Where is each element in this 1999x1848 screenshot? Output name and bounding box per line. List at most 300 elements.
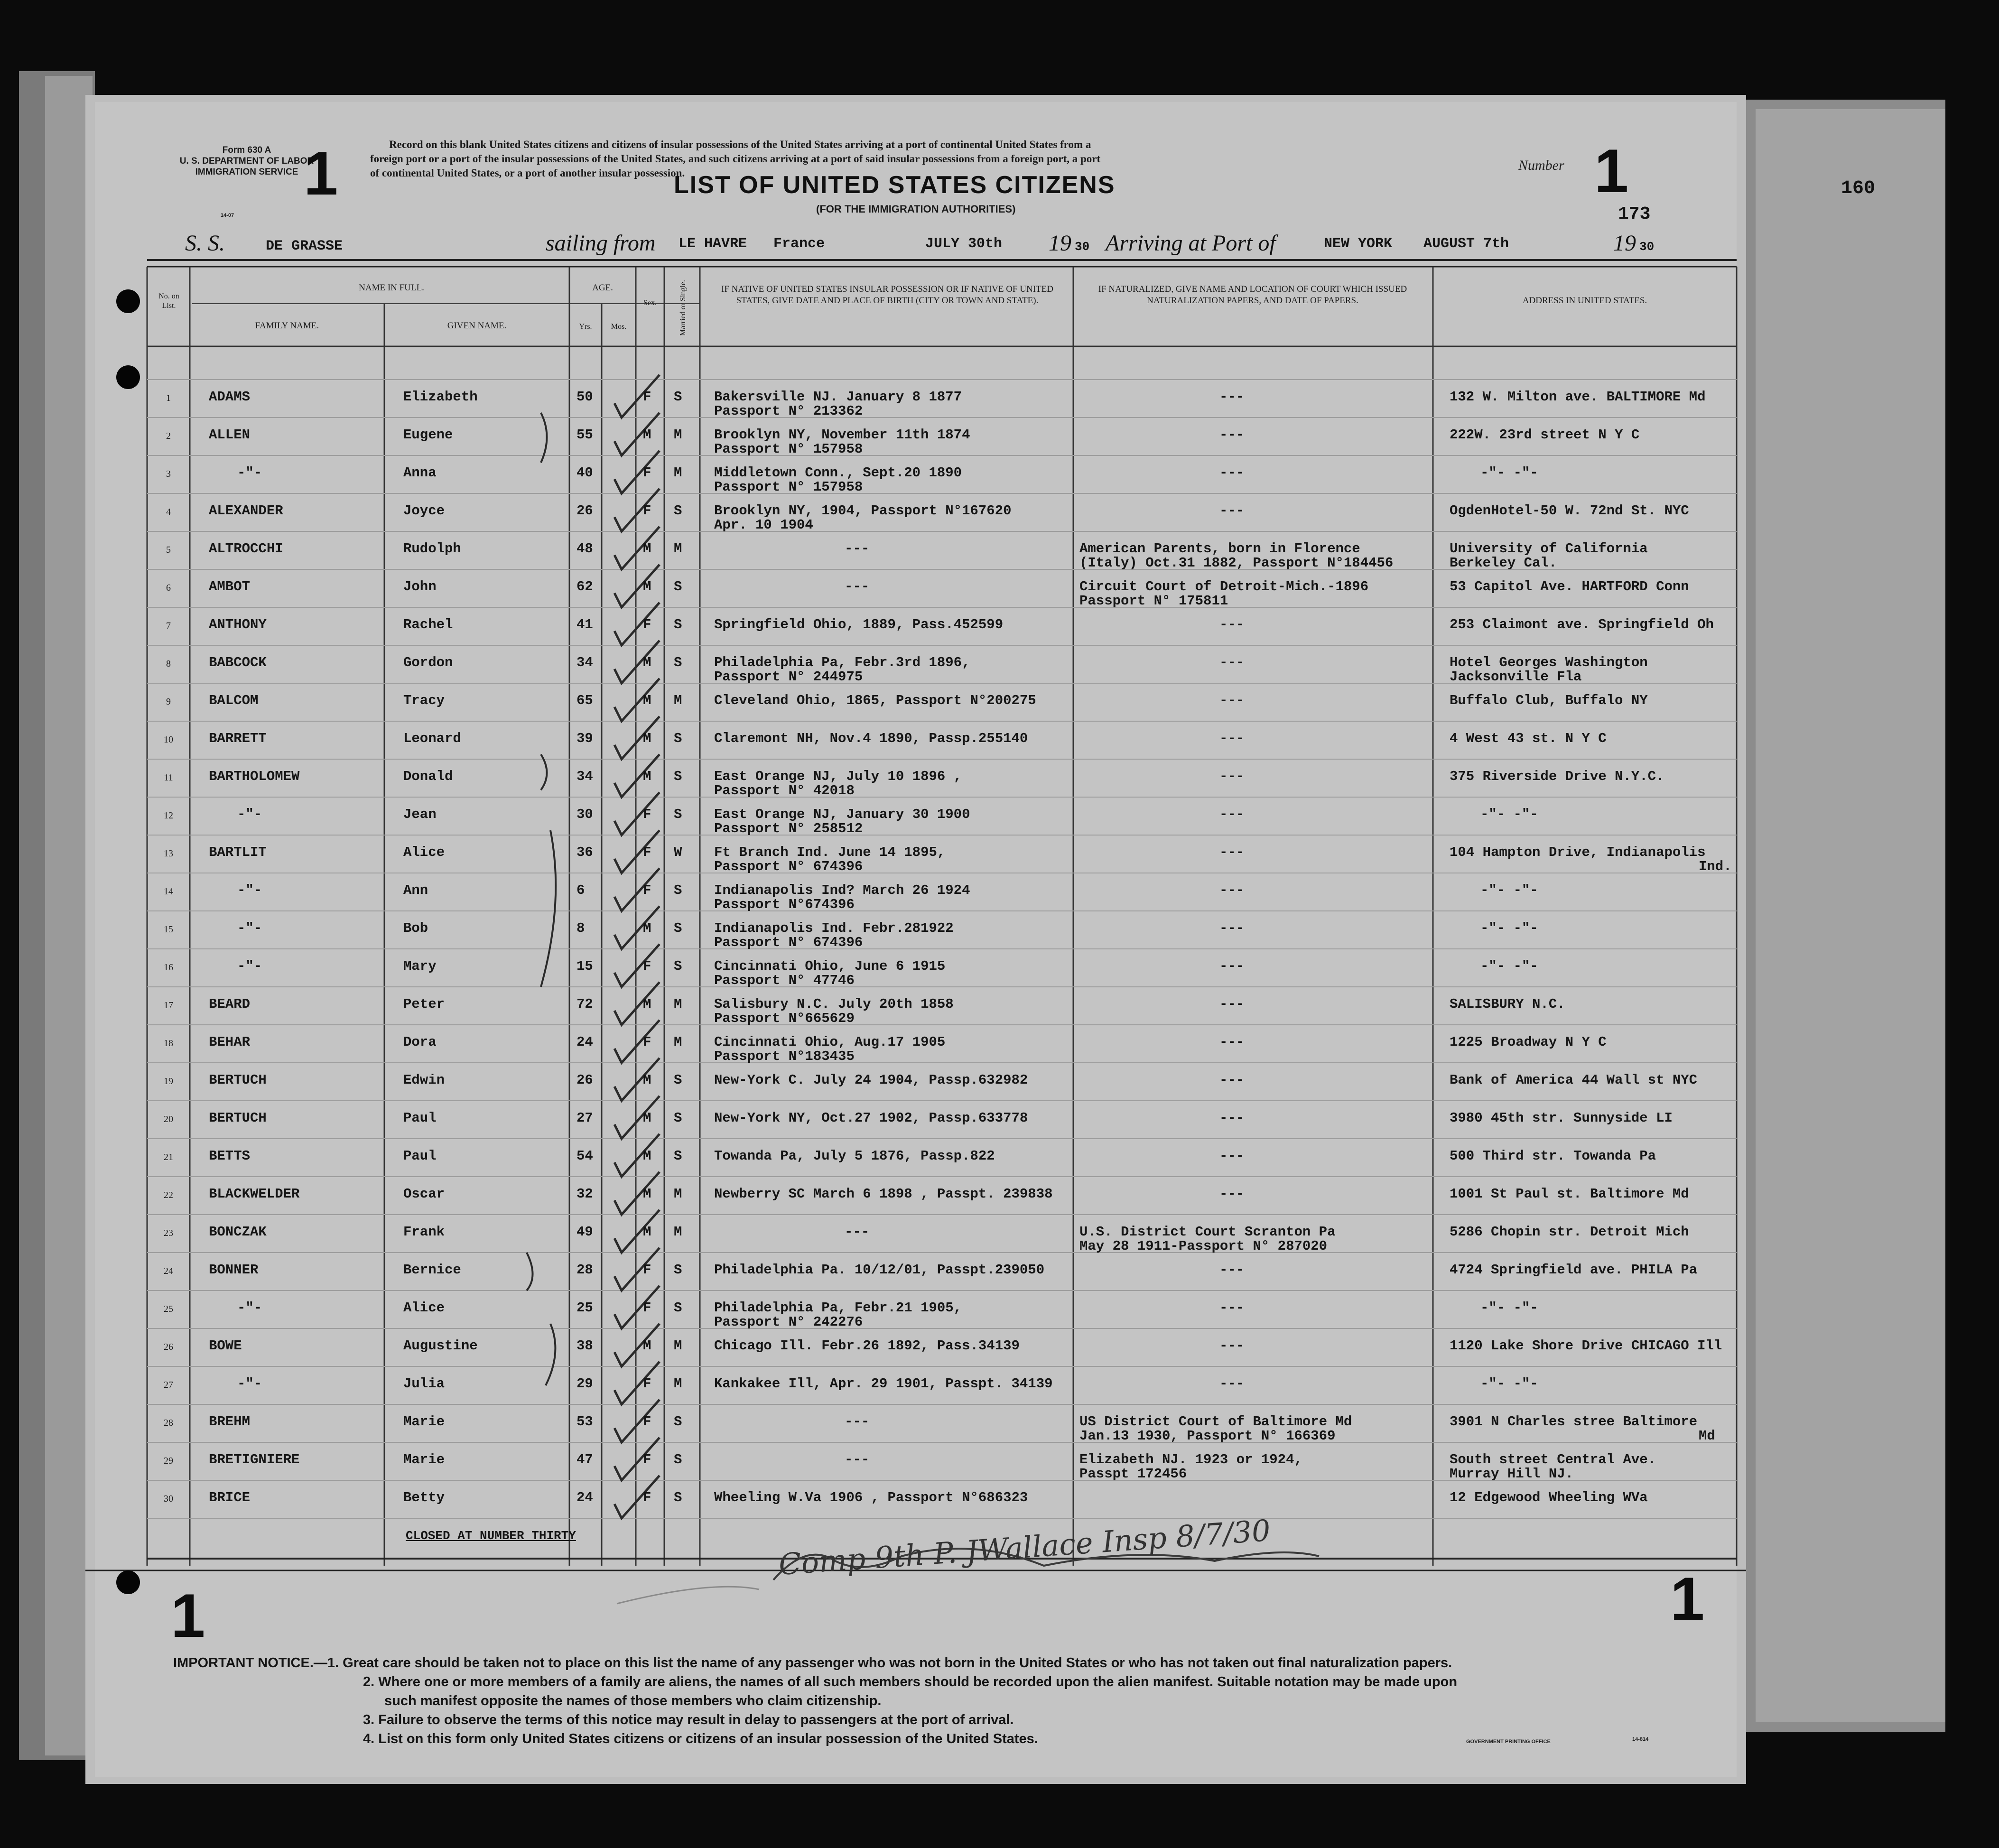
age-years: 54: [576, 1148, 593, 1164]
age-years: 29: [576, 1376, 593, 1392]
birth-info: East Orange NJ, July 10 1896 ,: [714, 769, 962, 784]
gpo-imprint: GOVERNMENT PRINTING OFFICE: [1466, 1739, 1551, 1745]
naturalization-info-line-2: (Italy) Oct.31 1882, Passport N°184456: [1079, 555, 1394, 571]
table-row: [0, 996, 1999, 1034]
birth-info: Philadelphia Pa, Febr.21 1905,: [714, 1300, 962, 1316]
naturalization-info: ---: [1219, 845, 1245, 860]
family-name: -"-: [237, 1376, 262, 1392]
birth-info-line-2: Passport N° 674396: [714, 859, 863, 874]
marital-status: S: [674, 1490, 682, 1505]
naturalization-info: ---: [1219, 1034, 1245, 1050]
birth-info: ---: [845, 579, 870, 594]
row-number: 21: [164, 1152, 173, 1162]
given-name: Dora: [403, 1034, 437, 1050]
family-name: ALTROCCHI: [209, 541, 283, 557]
given-name: Alice: [403, 845, 445, 860]
family-name: BOWE: [209, 1338, 242, 1354]
age-years: 40: [576, 465, 593, 481]
naturalization-info: Circuit Court of Detroit-Mich.-1896: [1079, 579, 1369, 594]
sheet-number-bottom-left: 1: [171, 1581, 205, 1650]
age-years: 36: [576, 845, 593, 860]
given-name: John: [403, 579, 437, 594]
naturalization-info: ---: [1219, 1262, 1245, 1278]
notice-item-3: 3. Failure to observe the terms of this notice may result in delay to passengers at the port of arrival.: [363, 1712, 1014, 1727]
page-title: LIST OF UNITED STATES CITIZENS: [674, 171, 1116, 199]
inspector-signature: Comp 9th P. JWallace Insp 8/7/30: [777, 1513, 1272, 1582]
marital-status: S: [674, 807, 682, 822]
age-years: 27: [576, 1110, 593, 1126]
family-name: BARTHOLOMEW: [209, 769, 300, 784]
age-years: 34: [576, 655, 593, 670]
birth-info-line-2: Passport N° 157958: [714, 441, 863, 457]
us-address: South street Central Ave.: [1450, 1452, 1656, 1467]
birth-info-line-2: Apr. 10 1904: [714, 517, 813, 533]
row-number: 11: [164, 772, 173, 783]
closed-note: CLOSED AT NUMBER THIRTY: [406, 1529, 576, 1543]
table-row: [0, 845, 1999, 882]
row-number: 24: [164, 1266, 173, 1276]
us-address-line-2: Berkeley Cal.: [1450, 555, 1557, 571]
us-address-line-2: Ind.: [1699, 859, 1732, 874]
marital-status: S: [674, 579, 682, 594]
age-years: 6: [576, 882, 585, 898]
family-name: ANTHONY: [209, 617, 267, 632]
marital-status: S: [674, 769, 682, 784]
us-address: -"- -"-: [1480, 920, 1538, 936]
us-address: 5286 Chopin str. Detroit Mich: [1450, 1224, 1689, 1240]
row-number: 6: [166, 583, 171, 593]
family-name: -"-: [237, 1300, 262, 1316]
age-years: 55: [576, 427, 593, 443]
row-number: 26: [164, 1342, 173, 1352]
birth-info: Cincinnati Ohio, June 6 1915: [714, 958, 946, 974]
marital-status: S: [674, 1262, 682, 1278]
birth-info: Middletown Conn., Sept.20 1890: [714, 465, 962, 481]
sex: F: [643, 503, 651, 519]
instructions-line-3: of continental United States, or a port of another insular possession.: [370, 167, 685, 179]
birth-info-line-2: Passport N° 242276: [714, 1314, 863, 1330]
table-row: [0, 1034, 1999, 1072]
row-number: 22: [164, 1190, 173, 1200]
given-name: Ann: [403, 882, 428, 898]
marital-status: M: [674, 427, 682, 443]
birth-info: Indianapolis Ind. Febr.281922: [714, 920, 954, 936]
naturalization-info: ---: [1219, 958, 1245, 974]
birth-info: Cincinnati Ohio, Aug.17 1905: [714, 1034, 946, 1050]
age-years: 62: [576, 579, 593, 594]
notice-item-4: 4. List on this form only United States citizens or citizens of an insular possession of the United States.: [363, 1731, 1038, 1746]
table-row: [0, 541, 1999, 579]
birth-info-line-2: Passport N° 157958: [714, 479, 863, 495]
family-name: -"-: [237, 465, 262, 481]
table-row: [0, 1376, 1999, 1414]
table-row: [0, 1300, 1999, 1338]
form-code: 14-07: [221, 213, 234, 218]
age-years: 15: [576, 958, 593, 974]
table-row: [0, 1148, 1999, 1186]
us-address: -"- -"-: [1480, 882, 1538, 898]
age-years: 48: [576, 541, 593, 557]
col-header-no: No. on List.: [158, 292, 179, 310]
us-address: 253 Claimont ave. Springfield Oh: [1450, 617, 1714, 632]
number-label: Number: [1518, 158, 1564, 173]
marital-status: M: [674, 465, 682, 481]
us-address: 1120 Lake Shore Drive CHICAGO Ill: [1450, 1338, 1722, 1354]
instructions-line-1: Record on this blank United States citizens and citizens of insular possessions of the United States arriving at a port of continental United States from a: [389, 139, 1091, 150]
us-address: SALISBURY N.C.: [1450, 996, 1565, 1012]
table-row: [0, 655, 1999, 693]
given-name: Gordon: [403, 655, 453, 670]
birth-info: Towanda Pa, July 5 1876, Passp.822: [714, 1148, 995, 1164]
age-years: 26: [576, 503, 593, 519]
row-number: 14: [164, 886, 173, 897]
table-row: [0, 1110, 1999, 1148]
table-row: [0, 617, 1999, 655]
marital-status: S: [674, 1452, 682, 1467]
marital-status: S: [674, 731, 682, 746]
naturalization-info: ---: [1219, 882, 1245, 898]
naturalization-info: American Parents, born in Florence: [1079, 541, 1360, 557]
given-name: Bob: [403, 920, 428, 936]
notice-heading: IMPORTANT NOTICE.: [173, 1655, 314, 1671]
family-name: BARTLIT: [209, 845, 267, 860]
birth-info-line-2: Passport N°665629: [714, 1011, 855, 1026]
arrival-date: AUGUST 7th: [1423, 236, 1509, 252]
sex: M: [643, 427, 651, 443]
family-name: BREHM: [209, 1414, 251, 1430]
sailing-label: sailing from: [546, 231, 656, 256]
col-header-sex: Sex.: [643, 299, 657, 307]
birth-info-line-2: Passport N°183435: [714, 1049, 855, 1064]
us-address: -"- -"-: [1480, 1300, 1538, 1316]
us-address: 3901 N Charles stree Baltimore: [1450, 1414, 1698, 1430]
row-number: 19: [164, 1076, 173, 1087]
sex: F: [643, 1034, 651, 1050]
birth-info-line-2: Passport N° 674396: [714, 935, 863, 950]
naturalization-info: ---: [1219, 465, 1245, 481]
given-name: Jean: [403, 807, 437, 822]
sex: M: [643, 1186, 651, 1202]
us-address-line-2: Murray Hill NJ.: [1450, 1466, 1574, 1482]
birth-info: ---: [845, 1452, 870, 1467]
us-address: 12 Edgewood Wheeling WVa: [1450, 1490, 1648, 1505]
sex: F: [643, 1414, 651, 1430]
family-name: BRETIGNIERE: [209, 1452, 300, 1467]
birth-info: New-York C. July 24 1904, Passp.632982: [714, 1072, 1028, 1088]
birth-info-line-2: Passport N° 42018: [714, 783, 855, 799]
family-name: BRICE: [209, 1490, 251, 1505]
department-name: U. S. DEPARTMENT OF LABOR: [179, 156, 314, 166]
age-years: 38: [576, 1338, 593, 1354]
given-name: Rachel: [403, 617, 453, 632]
sex: M: [643, 769, 651, 784]
row-number: 7: [166, 621, 171, 631]
row-number: 23: [164, 1228, 173, 1238]
given-name: Bernice: [403, 1262, 461, 1278]
family-name: BETTS: [209, 1148, 251, 1164]
marital-status: S: [674, 1148, 682, 1164]
given-name: Paul: [403, 1110, 437, 1126]
row-number: 10: [164, 734, 173, 745]
family-name: BERTUCH: [209, 1110, 267, 1126]
birth-info: New-York NY, Oct.27 1902, Passp.633778: [714, 1110, 1028, 1126]
notice-item-2-cont: such manifest opposite the names of those members who claim citizenship.: [384, 1693, 882, 1709]
age-years: 28: [576, 1262, 593, 1278]
birth-info: Philadelphia Pa. 10/12/01, Passpt.239050: [714, 1262, 1045, 1278]
age-years: 41: [576, 617, 593, 632]
family-name: BEHAR: [209, 1034, 251, 1050]
age-years: 47: [576, 1452, 593, 1467]
birth-info: Claremont NH, Nov.4 1890, Passp.255140: [714, 731, 1028, 746]
sex: F: [643, 845, 651, 860]
col-header-address: ADDRESS IN UNITED STATES.: [1522, 296, 1647, 306]
us-address-line-2: Jacksonville Fla: [1450, 669, 1582, 685]
naturalization-info: US District Court of Baltimore Md: [1079, 1414, 1352, 1430]
age-years: 8: [576, 920, 585, 936]
col-header-name-in-full: NAME IN FULL.: [359, 283, 424, 293]
birth-info: Cleveland Ohio, 1865, Passport N°200275: [714, 693, 1036, 708]
binder-hole: [116, 365, 140, 389]
sex: M: [643, 579, 651, 594]
age-years: 39: [576, 731, 593, 746]
given-name: Donald: [403, 769, 453, 784]
col-header-family-name: FAMILY NAME.: [255, 321, 319, 331]
given-name: Betty: [403, 1490, 445, 1505]
sex: F: [643, 465, 651, 481]
birth-info: Chicago Ill. Febr.26 1892, Pass.34139: [714, 1338, 1020, 1354]
age-years: 50: [576, 389, 593, 405]
birth-info: Indianapolis Ind? March 26 1924: [714, 882, 970, 898]
table-row: [0, 1262, 1999, 1300]
arrival-year: 30: [1639, 240, 1655, 254]
marital-status: M: [674, 693, 682, 708]
birth-info: ---: [845, 541, 870, 557]
service-name: IMMIGRATION SERVICE: [195, 167, 298, 177]
family-name: -"-: [237, 882, 262, 898]
age-years: 32: [576, 1186, 593, 1202]
row-number: 3: [166, 469, 171, 479]
ss-label: S. S.: [185, 231, 225, 256]
marital-status: S: [674, 920, 682, 936]
given-name: Paul: [403, 1148, 437, 1164]
departure-country: France: [773, 236, 825, 252]
family-name: ADAMS: [209, 389, 251, 405]
row-number: 5: [166, 545, 171, 555]
row-number: 28: [164, 1418, 173, 1428]
given-name: Elizabeth: [403, 389, 478, 405]
marital-status: S: [674, 958, 682, 974]
marital-status: S: [674, 1300, 682, 1316]
naturalization-info: ---: [1219, 769, 1245, 784]
page-stamp: 173: [1618, 204, 1651, 224]
marital-status: M: [674, 996, 682, 1012]
birth-info: Kankakee Ill, Apr. 29 1901, Passpt. 34139: [714, 1376, 1053, 1392]
us-address: 500 Third str. Towanda Pa: [1450, 1148, 1656, 1164]
sex: M: [643, 996, 651, 1012]
family-name: BLACKWELDER: [209, 1186, 300, 1202]
row-number: 13: [164, 848, 173, 859]
given-name: Edwin: [403, 1072, 445, 1088]
naturalization-info: ---: [1219, 1186, 1245, 1202]
naturalization-info: ---: [1219, 617, 1245, 632]
naturalization-info: ---: [1219, 693, 1245, 708]
us-address: -"- -"-: [1480, 1376, 1538, 1392]
sex: M: [643, 731, 651, 746]
birth-info: Brooklyn NY, 1904, Passport N°167620: [714, 503, 1012, 519]
binder-hole: [116, 1570, 140, 1594]
given-name: Marie: [403, 1452, 445, 1467]
table-row: [0, 693, 1999, 731]
row-number: 16: [164, 962, 173, 973]
sex: M: [643, 1072, 651, 1088]
naturalization-info: ---: [1219, 1338, 1245, 1354]
age-years: 34: [576, 769, 593, 784]
col-header-age: AGE.: [592, 283, 613, 293]
marital-status: M: [674, 1224, 682, 1240]
us-address: 132 W. Milton ave. BALTIMORE Md: [1450, 389, 1706, 405]
row-number: 4: [166, 507, 171, 517]
naturalization-info: ---: [1219, 427, 1245, 443]
table-row: [0, 1452, 1999, 1490]
family-name: BABCOCK: [209, 655, 267, 670]
birth-info: ---: [845, 1224, 870, 1240]
row-number: 9: [166, 696, 171, 707]
gpo-code: 14-814: [1632, 1737, 1649, 1742]
us-address: 222W. 23rd street N Y C: [1450, 427, 1640, 443]
marital-status: S: [674, 1072, 682, 1088]
given-name: Alice: [403, 1300, 445, 1316]
us-address: 4 West 43 st. N Y C: [1450, 731, 1607, 746]
naturalization-info: ---: [1219, 1376, 1245, 1392]
given-name: Peter: [403, 996, 445, 1012]
page-subtitle: (FOR THE IMMIGRATION AUTHORITIES): [816, 203, 1016, 215]
family-name: ALLEN: [209, 427, 251, 443]
birth-info: Salisbury N.C. July 20th 1858: [714, 996, 954, 1012]
marital-status: S: [674, 617, 682, 632]
sex: M: [643, 1110, 651, 1126]
us-address: University of California: [1450, 541, 1648, 557]
naturalization-info-line-2: Passpt 172456: [1079, 1466, 1187, 1482]
birth-info: East Orange NJ, January 30 1900: [714, 807, 970, 822]
instructions-line-2: foreign port or a port of the insular possessions of the United States, and such citizens arriving at a port of said insular possessions from a foreign port, a port: [370, 153, 1101, 165]
family-name: BERTUCH: [209, 1072, 267, 1088]
marital-status: S: [674, 1110, 682, 1126]
given-name: Anna: [403, 465, 437, 481]
naturalization-info: ---: [1219, 1300, 1245, 1316]
naturalization-info: ---: [1219, 1110, 1245, 1126]
marital-status: M: [674, 1186, 682, 1202]
notice-line-1: [173, 1653, 1739, 1672]
departure-port: LE HAVRE: [679, 236, 747, 252]
form-number: Form 630 A: [222, 145, 271, 155]
table-row: [0, 807, 1999, 845]
marital-status: S: [674, 389, 682, 405]
given-name: Oscar: [403, 1186, 445, 1202]
birth-info: Ft Branch Ind. June 14 1895,: [714, 845, 946, 860]
us-address: 3980 45th str. Sunnyside LI: [1450, 1110, 1673, 1126]
age-years: 30: [576, 807, 593, 822]
important-notice: [173, 1653, 1739, 1748]
birth-info-line-2: Passport N° 258512: [714, 821, 863, 836]
family-name: -"-: [237, 920, 262, 936]
naturalization-info: U.S. District Court Scranton Pa: [1079, 1224, 1336, 1240]
birth-info-line-2: Passport N°674396: [714, 897, 855, 912]
us-address: Hotel Georges Washington: [1450, 655, 1648, 670]
naturalization-info: ---: [1219, 807, 1245, 822]
naturalization-info-line-2: May 28 1911-Passport N° 287020: [1079, 1238, 1328, 1254]
row-number: 12: [164, 810, 173, 821]
family-name: BALCOM: [209, 693, 259, 708]
arrival-port: NEW YORK: [1324, 236, 1393, 252]
table-row: [0, 1414, 1999, 1452]
sailing-year: 30: [1075, 240, 1090, 254]
age-years: 72: [576, 996, 593, 1012]
us-address: -"- -"-: [1480, 807, 1538, 822]
naturalization-info-line-2: Jan.13 1930, Passport N° 166369: [1079, 1428, 1336, 1444]
naturalization-info: ---: [1219, 389, 1245, 405]
given-name: Leonard: [403, 731, 461, 746]
age-years: 26: [576, 1072, 593, 1088]
row-number: 20: [164, 1114, 173, 1124]
naturalization-info: ---: [1219, 1072, 1245, 1088]
given-name: Joyce: [403, 503, 445, 519]
sex: M: [643, 655, 651, 670]
birth-info-line-2: Passport N° 213362: [714, 403, 863, 419]
given-name: Mary: [403, 958, 437, 974]
us-address: 104 Hampton Drive, Indianapolis: [1450, 845, 1706, 860]
birth-info: Springfield Ohio, 1889, Pass.452599: [714, 617, 1004, 632]
sex: F: [643, 958, 651, 974]
row-number: 8: [166, 659, 171, 669]
row-number: 2: [166, 431, 171, 441]
birth-info: Brooklyn NY, November 11th 1874: [714, 427, 970, 443]
given-name: Augustine: [403, 1338, 478, 1354]
given-name: Frank: [403, 1224, 445, 1240]
us-address: 53 Capitol Ave. HARTFORD Conn: [1450, 579, 1689, 594]
row-number: 17: [164, 1000, 173, 1011]
naturalization-info: ---: [1219, 996, 1245, 1012]
family-name: -"-: [237, 807, 262, 822]
col-header-given-name: GIVEN NAME.: [447, 321, 507, 331]
age-years: 49: [576, 1224, 593, 1240]
table-row: [0, 958, 1999, 996]
ship-name: DE GRASSE: [266, 238, 343, 254]
marital-status: S: [674, 655, 682, 670]
marital-status: M: [674, 1376, 682, 1392]
marital-status: S: [674, 1414, 682, 1430]
sex: F: [643, 1452, 651, 1467]
birth-info: Philadelphia Pa, Febr.3rd 1896,: [714, 655, 970, 670]
sex: M: [643, 541, 651, 557]
sailing-year-prefix: 19: [1049, 231, 1071, 256]
marital-status: S: [674, 503, 682, 519]
marital-status: M: [674, 1034, 682, 1050]
age-years: 53: [576, 1414, 593, 1430]
col-header-mos: Mos.: [611, 323, 627, 331]
age-years: 25: [576, 1300, 593, 1316]
notice-item-2: 2. Where one or more members of a family are aliens, the names of all such members should be recorded upon the alien manifest. Suitable notation may be made upon: [363, 1674, 1458, 1690]
table-row: [0, 731, 1999, 769]
col-header-naturalization: IF NATURALIZED, GIVE NAME AND LOCATION OF COURT WHICH ISSUED NATURALIZATION PAPERS, AND DATE OF PAPERS.: [1098, 284, 1407, 306]
row-number: 18: [164, 1038, 173, 1049]
table-row: [0, 1490, 1999, 1528]
family-name: BARRETT: [209, 731, 267, 746]
naturalization-info-line-2: Passport N° 175811: [1079, 593, 1228, 609]
naturalization-info: ---: [1219, 655, 1245, 670]
row-number: 30: [164, 1494, 173, 1504]
naturalization-info: ---: [1219, 920, 1245, 936]
marital-status: S: [674, 882, 682, 898]
